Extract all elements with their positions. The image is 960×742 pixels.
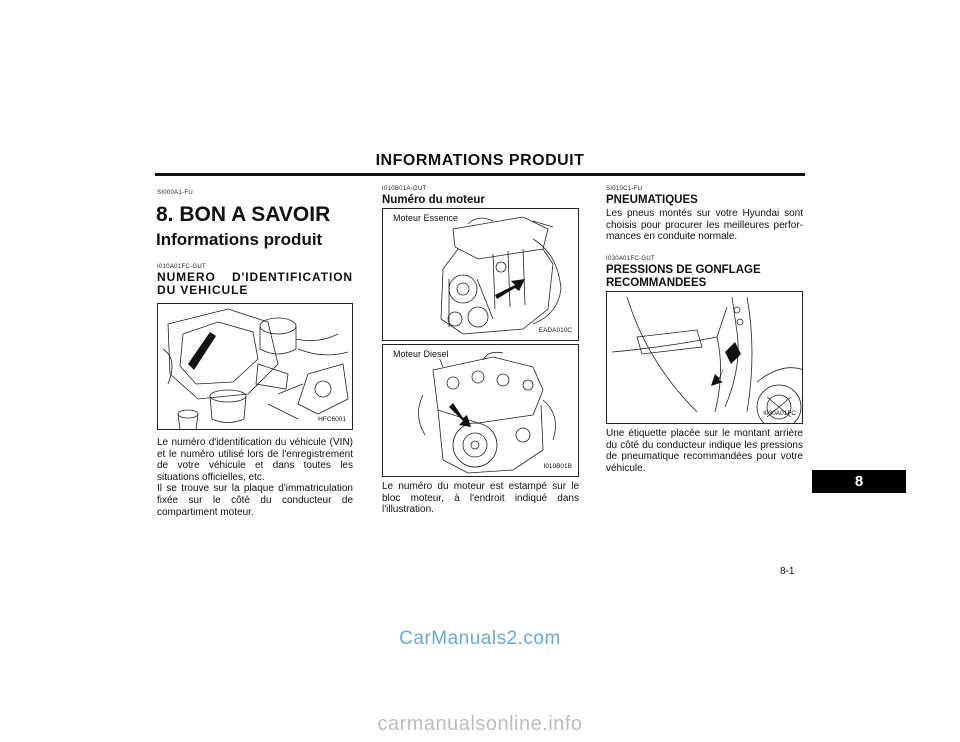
subsection-code: I030A01FC-GUT xyxy=(606,256,655,262)
chapter-title: 8. BON A SAVOIR xyxy=(156,203,331,226)
section-title: Numéro du moteur xyxy=(382,194,485,206)
figure-label: Moteur Diesel xyxy=(393,349,449,359)
figure-code: I010B01B xyxy=(543,463,572,470)
watermark-bottom[interactable]: carmanualsonline.info xyxy=(377,713,583,735)
engine-bay-illustration xyxy=(158,304,353,430)
page-number: 8-1 xyxy=(780,566,795,577)
diesel-engine-figure xyxy=(382,344,579,477)
tires-paragraph: Les pneus montés sur votre Hyundai sont choisis pour procurer les meilleures perfor-mances en conduite normale. xyxy=(606,208,803,243)
watermark-top[interactable]: CarManuals2.com xyxy=(399,628,561,649)
subsection-code: I010A01FC-GUT xyxy=(157,264,206,270)
section-code: I010B01A-GUT xyxy=(382,186,427,192)
figure-label: Moteur Essence xyxy=(393,213,459,223)
header-rule xyxy=(155,173,805,176)
vin-paragraph: Le numéro d'identification du véhicule (VIN) et le numéro utilisé lors de l'enregistrement de votre véhicule et dans toutes les situations officielles, etc. Il se trouve sur la plaque d'immatriculation fixée sur le côté du conducteur de compartiment moteur. xyxy=(157,437,353,518)
page-header-title: INFORMATIONS PRODUIT xyxy=(375,152,585,169)
engine-number-paragraph: Le numéro du moteur est estampé sur le bloc moteur, à l'endroit indiqué dans l'illustration. xyxy=(382,481,579,516)
tire-pressure-paragraph: Une étiquette placée sur le montant arrière du côté du conducteur indique les pressions de pneumatique recommandées pour votre véhicule. xyxy=(606,428,803,474)
section-title: PNEUMATIQUES xyxy=(606,194,698,206)
section-title: Informations produit xyxy=(156,230,323,249)
engine-bay-figure xyxy=(157,303,353,430)
section-code: SI000A1-FU xyxy=(157,190,194,196)
figure-code: EADA010C xyxy=(538,327,572,334)
gasoline-engine-figure xyxy=(382,208,579,341)
section-code: SI010C1-FU xyxy=(606,186,643,192)
subsection-title: PRESSIONS DE GONFLAGE RECOMMANDEES xyxy=(606,264,761,289)
subsection-title: NUMERO D'IDENTIFICATION DU VEHICULE xyxy=(157,270,353,297)
figure-code: I030A01FC xyxy=(763,410,796,417)
door-pillar-illustration xyxy=(607,292,803,424)
door-pillar-figure xyxy=(606,291,803,424)
diesel-engine-illustration xyxy=(383,345,579,477)
figure-code: HFC6001 xyxy=(318,416,346,423)
chapter-tab: 8 xyxy=(812,470,906,493)
gasoline-engine-illustration xyxy=(383,209,579,341)
